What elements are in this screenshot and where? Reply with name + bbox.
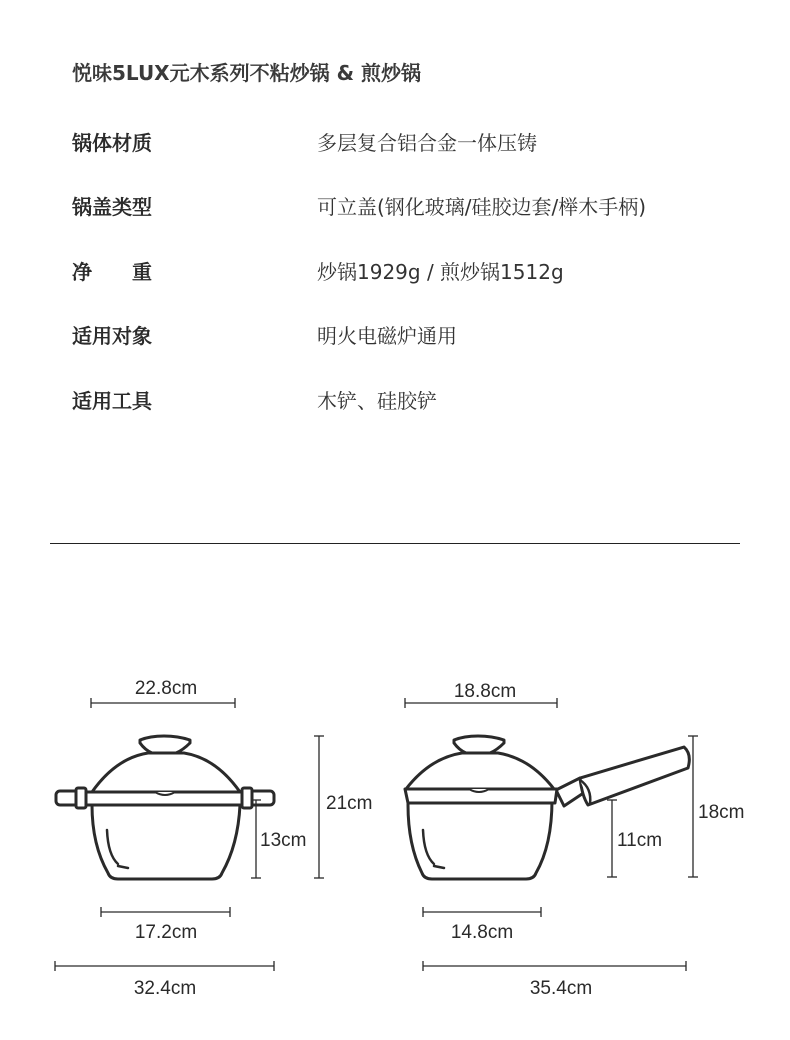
section-divider bbox=[50, 543, 740, 544]
wok-total-width: 32.4cm bbox=[133, 978, 197, 999]
spec-row-tools bbox=[72, 385, 752, 415]
spec-label: 适用工具 bbox=[72, 389, 152, 413]
spec-row-material bbox=[72, 127, 752, 157]
wok-illustration bbox=[56, 736, 274, 879]
spec-label: 净 重 bbox=[72, 260, 152, 284]
product-title: 悦味5LUX元木系列不粘炒锅 & 煎炒锅 bbox=[72, 61, 421, 85]
saute-pan-illustration bbox=[405, 736, 689, 879]
spec-label: 锅体材质 bbox=[72, 131, 152, 155]
spec-value: 可立盖(钢化玻璃/硅胶边套/榉木手柄) bbox=[317, 195, 647, 219]
wok-bottom-diameter: 17.2cm bbox=[134, 922, 198, 943]
pan-body-height: 11cm bbox=[617, 830, 663, 851]
pan-total-height: 18cm bbox=[698, 802, 745, 823]
spec-value: 明火电磁炉通用 bbox=[317, 324, 457, 348]
spec-row-lid-type bbox=[72, 191, 752, 221]
spec-label: 适用对象 bbox=[72, 324, 152, 348]
spec-value: 炒锅1929g / 煎炒锅1512g bbox=[317, 260, 564, 284]
pan-total-width: 35.4cm bbox=[529, 978, 593, 999]
pan-bottom-diameter: 14.8cm bbox=[450, 922, 514, 943]
spec-label: 锅盖类型 bbox=[72, 195, 152, 219]
wok-top-diameter: 22.8cm bbox=[134, 678, 198, 699]
wok-total-height: 21cm bbox=[326, 793, 373, 814]
pan-top-diameter: 18.8cm bbox=[453, 681, 517, 702]
spec-value: 多层复合铝合金一体压铸 bbox=[317, 131, 537, 155]
spec-row-weight bbox=[72, 256, 752, 286]
dimension-diagram bbox=[0, 640, 790, 1040]
wok-body-height: 13cm bbox=[260, 830, 307, 851]
spec-value: 木铲、硅胶铲 bbox=[317, 389, 437, 413]
spec-row-heat-source bbox=[72, 320, 752, 350]
